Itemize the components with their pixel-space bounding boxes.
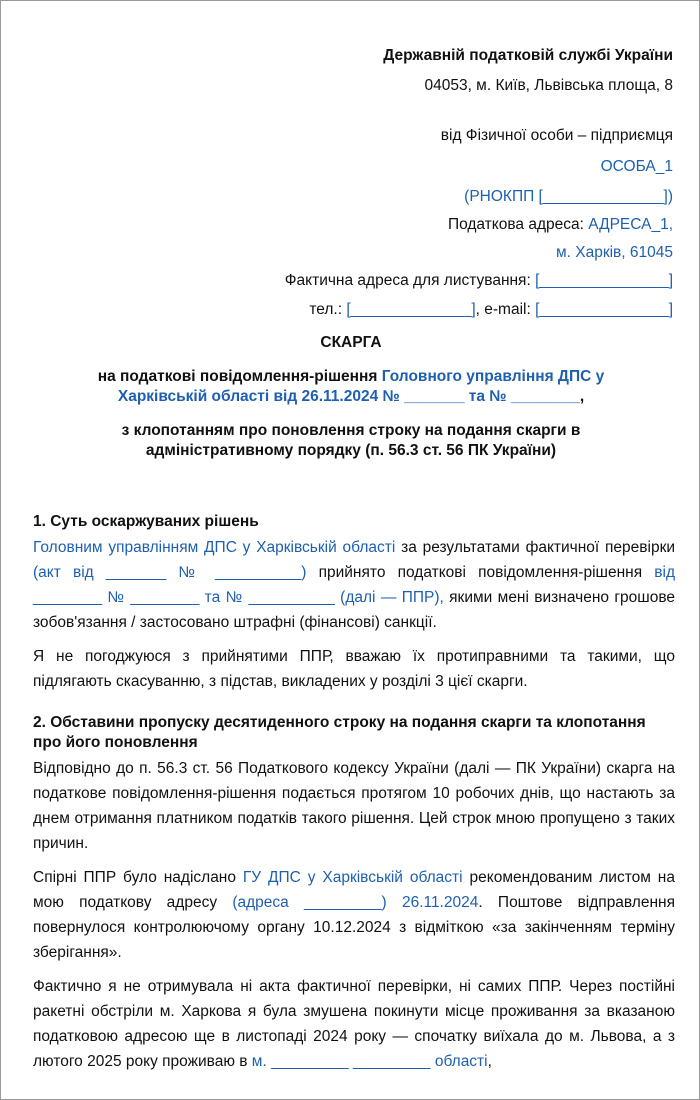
actual-address-value: [_______________] <box>535 272 673 289</box>
section-2-paragraph-2 <box>33 865 675 965</box>
tax-address-label: Податкова адреса: <box>447 216 589 233</box>
subtitle-decisions: Харківській області від 26.11.2024 № _______ та № ________ <box>117 388 580 405</box>
email-label: , e-mail: <box>475 301 536 318</box>
section-1-paragraph-2: Я не погоджуюся з прийнятими ППР, вважаю їх протиправними та такими, що підлягають скасуванню, з підстав, викладених у розділі 3 цієї скарги. <box>33 648 675 690</box>
subtitle-comma: , <box>579 388 585 405</box>
subtitle-authority: Головного управління ДПС у <box>381 368 605 385</box>
text-fragment: . Поштове відправлення повернулося контролюючому органу 10.12.2024 з відміткою «за закінченням терміну зберігання». <box>33 894 675 961</box>
tax-address-value: АДРЕСА_1, <box>588 216 673 233</box>
sender-label: від Фізичної особи – підприємця <box>440 127 673 144</box>
subtitle-line-1 <box>1 368 700 386</box>
text-fragment: за результатами фактичної перевірки <box>395 539 676 556</box>
text-fragment: рекомендованим листом на мою податкову адресу <box>33 869 675 911</box>
authority-short: ГУ ДПС у Харківській області <box>242 869 463 886</box>
motion-line-2: адміністративному порядку (п. 56.3 ст. 56 ПК України) <box>145 442 557 459</box>
phone-value: [______________] <box>346 301 476 318</box>
sender-person: ОСОБА_1 <box>600 158 673 175</box>
text-fragment: Спірні ППР було надіслано <box>33 869 243 886</box>
subtitle-line-2 <box>1 388 700 406</box>
current-residence: м. _________ _________ області <box>251 1053 488 1070</box>
subtitle-prefix: на податкові повідомлення-рішення <box>97 368 382 385</box>
text-fragment: прийнято податкові повідомлення-рішення <box>306 564 655 581</box>
authority-name: Головним управлінням ДПС у Харківській області <box>33 539 396 556</box>
recipient-name: Державній податковій службі України <box>383 47 673 64</box>
document-title: СКАРГА <box>320 334 382 351</box>
tax-address <box>448 216 673 234</box>
inspection-act: (акт від _______ № __________) <box>33 564 307 581</box>
motion-line-1: з клопотанням про поновлення строку на подання скарги в <box>121 422 581 439</box>
section-2-paragraph-3 <box>33 974 675 1074</box>
address-date: (адреса _________) 26.11.2024 <box>232 894 479 911</box>
sender-rnokpp: (РНОКПП [______________]) <box>464 188 673 205</box>
actual-address-label: Фактична адреса для листування: <box>284 272 536 289</box>
section-1-heading: 1. Суть оскаржуваних рішень <box>33 513 259 530</box>
text-fragment: Фактично я не отримувала ні акта фактичної перевірки, ні самих ППР. Через постійні ракетні обстріли м. Харкова я була змушена покинути місце проживання за вказаною податковою адресою ще в листопаді 2024 року — спочатку виїхала до м. Львова, а з лютого 2025 року проживаю в <box>33 978 675 1070</box>
email-value: [_______________] <box>535 301 673 318</box>
section-2-heading: 2. Обставини пропуску десятиденного строку на подання скарги та клопотання про його поновлення <box>33 714 646 751</box>
section-1-paragraph-1 <box>33 535 675 635</box>
text-fragment: якими мені визначено грошове зобов'язання / застосовано штрафні (фінансові) санкції. <box>33 589 675 631</box>
contacts <box>309 301 673 319</box>
decision-numbers: від ________ № ________ та № __________ (далі — ППР), <box>33 564 676 606</box>
actual-address <box>285 272 673 290</box>
text-fragment: , <box>487 1053 492 1070</box>
recipient-address: 04053, м. Київ, Львівська площа, 8 <box>424 77 673 94</box>
phone-label: тел.: <box>309 301 347 318</box>
tax-address-city: м. Харків, 61045 <box>555 244 673 261</box>
section-2-paragraph-1: Відповідно до п. 56.3 ст. 56 Податкового кодексу України (далі — ПК України) скарга на податкове повідомлення-рішення подається протягом 10 робочих днів, що настають за днем отримання платником податків такого рішення. Цей строк мною пропущено з таких причин. <box>33 760 675 852</box>
